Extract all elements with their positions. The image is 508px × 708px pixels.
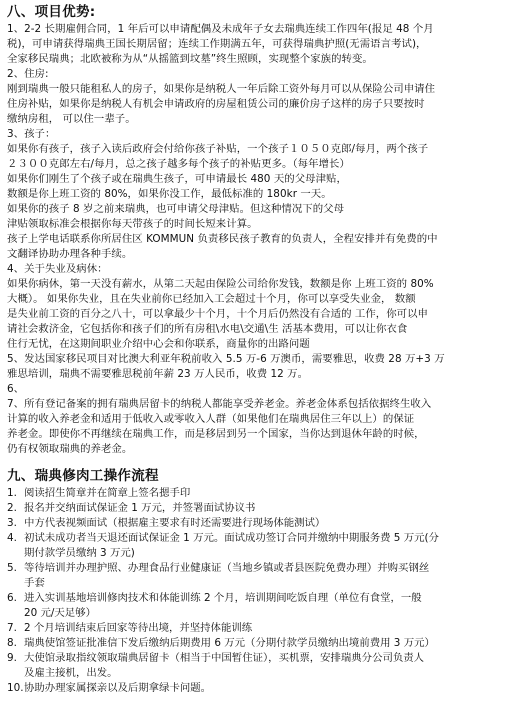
step-number: 4.	[7, 532, 17, 544]
advantage-item-7-pension: 7、所有登记备案的拥有瑞典居留卡的纳税人都能享受养老金。养老金体系包括依据终生收入 计算的收入养老金和适用于低收入或零收入人群（如果他们在瑞典居住三年以上）的保证 养老金。即使你不再继续在瑞典工作，而是移居到另一个国家，当你达到退休年龄的时候， 仍有权领取瑞典的养老金。	[7, 398, 432, 455]
advantage-item-4-unemployment: 4、关于失业及病休： 如果你病休，第一天没有薪水，从第二天起由保险公司给你发钱，数额是你 上班工资的 80% 大概）。 如果你失业，且在失业前你已经加入工会超过十个月，你可以享受失业金， 数额 是失业前工资的百分之八十，可以拿最少十个月，十个月后仍然没有合适的 工作，你可以申 请社会救济金，它包括你和孩子们的所有房租\水电\交通\生 活基本费用，可以让你衣食 住行无忧，在这期间职业介绍中心会和你联系，商量你的出路问题	[7, 263, 434, 350]
step-text: 大使馆录取指纹领取瑞典居留卡（相当于中国暂住证），买机票，安排瑞典分公司负责人 及雇主接机，出发。	[24, 652, 425, 679]
advantage-item-5-comparison: 5、发达国家移民项目对比澳大利亚年税前收入 5.5 万-6 万澳币，需要雅思，收费 28 万+3 万 雅思培训，瑞典不需要雅思税前年薪 23 万人民币，收费 12 万。	[7, 353, 445, 380]
step-text: 进入实训基地培训修肉技术和体能训练 2 个月，培训期间吃饭自理（单位有食堂，一般 20 元/天足够）	[24, 592, 422, 619]
process-step	[7, 516, 502, 531]
step-number: 5.	[7, 562, 17, 574]
process-steps-list	[7, 486, 502, 696]
step-number: 9.	[7, 652, 17, 664]
step-text: 初试未成功者当天退还面试保证金 1 万元。面试成功签订合同并缴纳中期服务费 5 万元(分 期付款学员缴纳 3 万元)	[24, 532, 439, 559]
process-step	[7, 681, 502, 696]
step-number: 3.	[7, 517, 17, 529]
step-number: 2.	[7, 502, 17, 514]
process-step	[7, 501, 502, 516]
step-text: 等待培训并办理护照、办理食品行业健康证（当地乡镇或者县医院免费办理）并购买钢丝 手套	[24, 562, 430, 589]
process-step	[7, 561, 502, 591]
process-step	[7, 621, 502, 636]
advantage-item-2-housing: 2、住房: 刚到瑞典一般只能租私人的房子，如果你是纳税人一年后除工资外每月可以从保险公司申请住 住房补贴，如果你是纳税人有机会申请政府的房屋租赁公司的廉价房子这样的房子只要按时 缴纳房租， 可以住一辈子。	[7, 68, 436, 125]
advantage-item-6: 6、	[7, 383, 25, 395]
step-number: 1.	[7, 487, 17, 499]
step-text: 中方代表视频面试（根据雇主要求有时还需要进行现场体能测试）	[24, 517, 326, 529]
process-step	[7, 591, 502, 621]
step-number: 7.	[7, 622, 17, 634]
step-text: 阅读招生简章并在简章上签名摁手印	[24, 487, 191, 499]
process-step	[7, 651, 502, 681]
advantage-item-1: 1、2-2 长期雇佣合同，1 年后可以申请配偶及未成年子女去瑞典连续工作四年(报足 48 个月 税)，可申请获得瑞典王国长期居留；连续工作期满五年，可获得瑞典护照(无需语言考试)， 全家移民瑞典；北欧被称为从“从摇篮到坟墓”终生照顾，实现整个家族的转变。	[7, 23, 434, 65]
section-spacer	[7, 457, 502, 468]
process-step	[7, 531, 502, 561]
step-text: 报名并交纳面试保证金 1 万元，并签署面试协议书	[24, 502, 256, 514]
section-8-heading: 八、项目优势:	[7, 4, 96, 20]
step-number: 6.	[7, 592, 17, 604]
process-step	[7, 486, 502, 501]
step-text: 瑞典使馆签证批准信下发后缴纳后期费用 6 万元（分期付款学员缴纳出境前费用 3 万元）	[24, 637, 435, 649]
section-9-heading: 九、瑞典修肉工操作流程	[7, 468, 159, 484]
advantage-item-3-children: 3、孩子： 如果你有孩子，孩子入读后政府会付给你孩子补贴，一个孩子１０５０克郎/每月，两个孩子 ２３００克郎左右/每月，总之孩子越多每个孩子的补贴更多。（每年增长） 如果你们刚生了个孩子或在瑞典生孩子，可申请最长 480 天的父母津贴， 数额是你上班工资的 80%，如果你没工作，最低标准的 180kr 一天。 如果你的孩子 8 岁之前来瑞典，也可申请父母津贴。但这种情况下的父母 津贴领取标准会根据你每天带孩子的时间长短来计算。 孩子上学电话联系你所居住区 KOMMUN 负责移民孩子教育的负责人，全程安排并有免费的中 文翻译协助办理各种手续。	[7, 128, 438, 260]
step-number: 8.	[7, 637, 17, 649]
process-step	[7, 636, 502, 651]
step-text: 协助办理家属探亲以及后期拿绿卡问题。	[24, 682, 212, 694]
step-number: 10.	[7, 682, 24, 694]
step-text: 2 个月培训结束后回家等待出境，并坚持体能训练	[24, 622, 253, 634]
